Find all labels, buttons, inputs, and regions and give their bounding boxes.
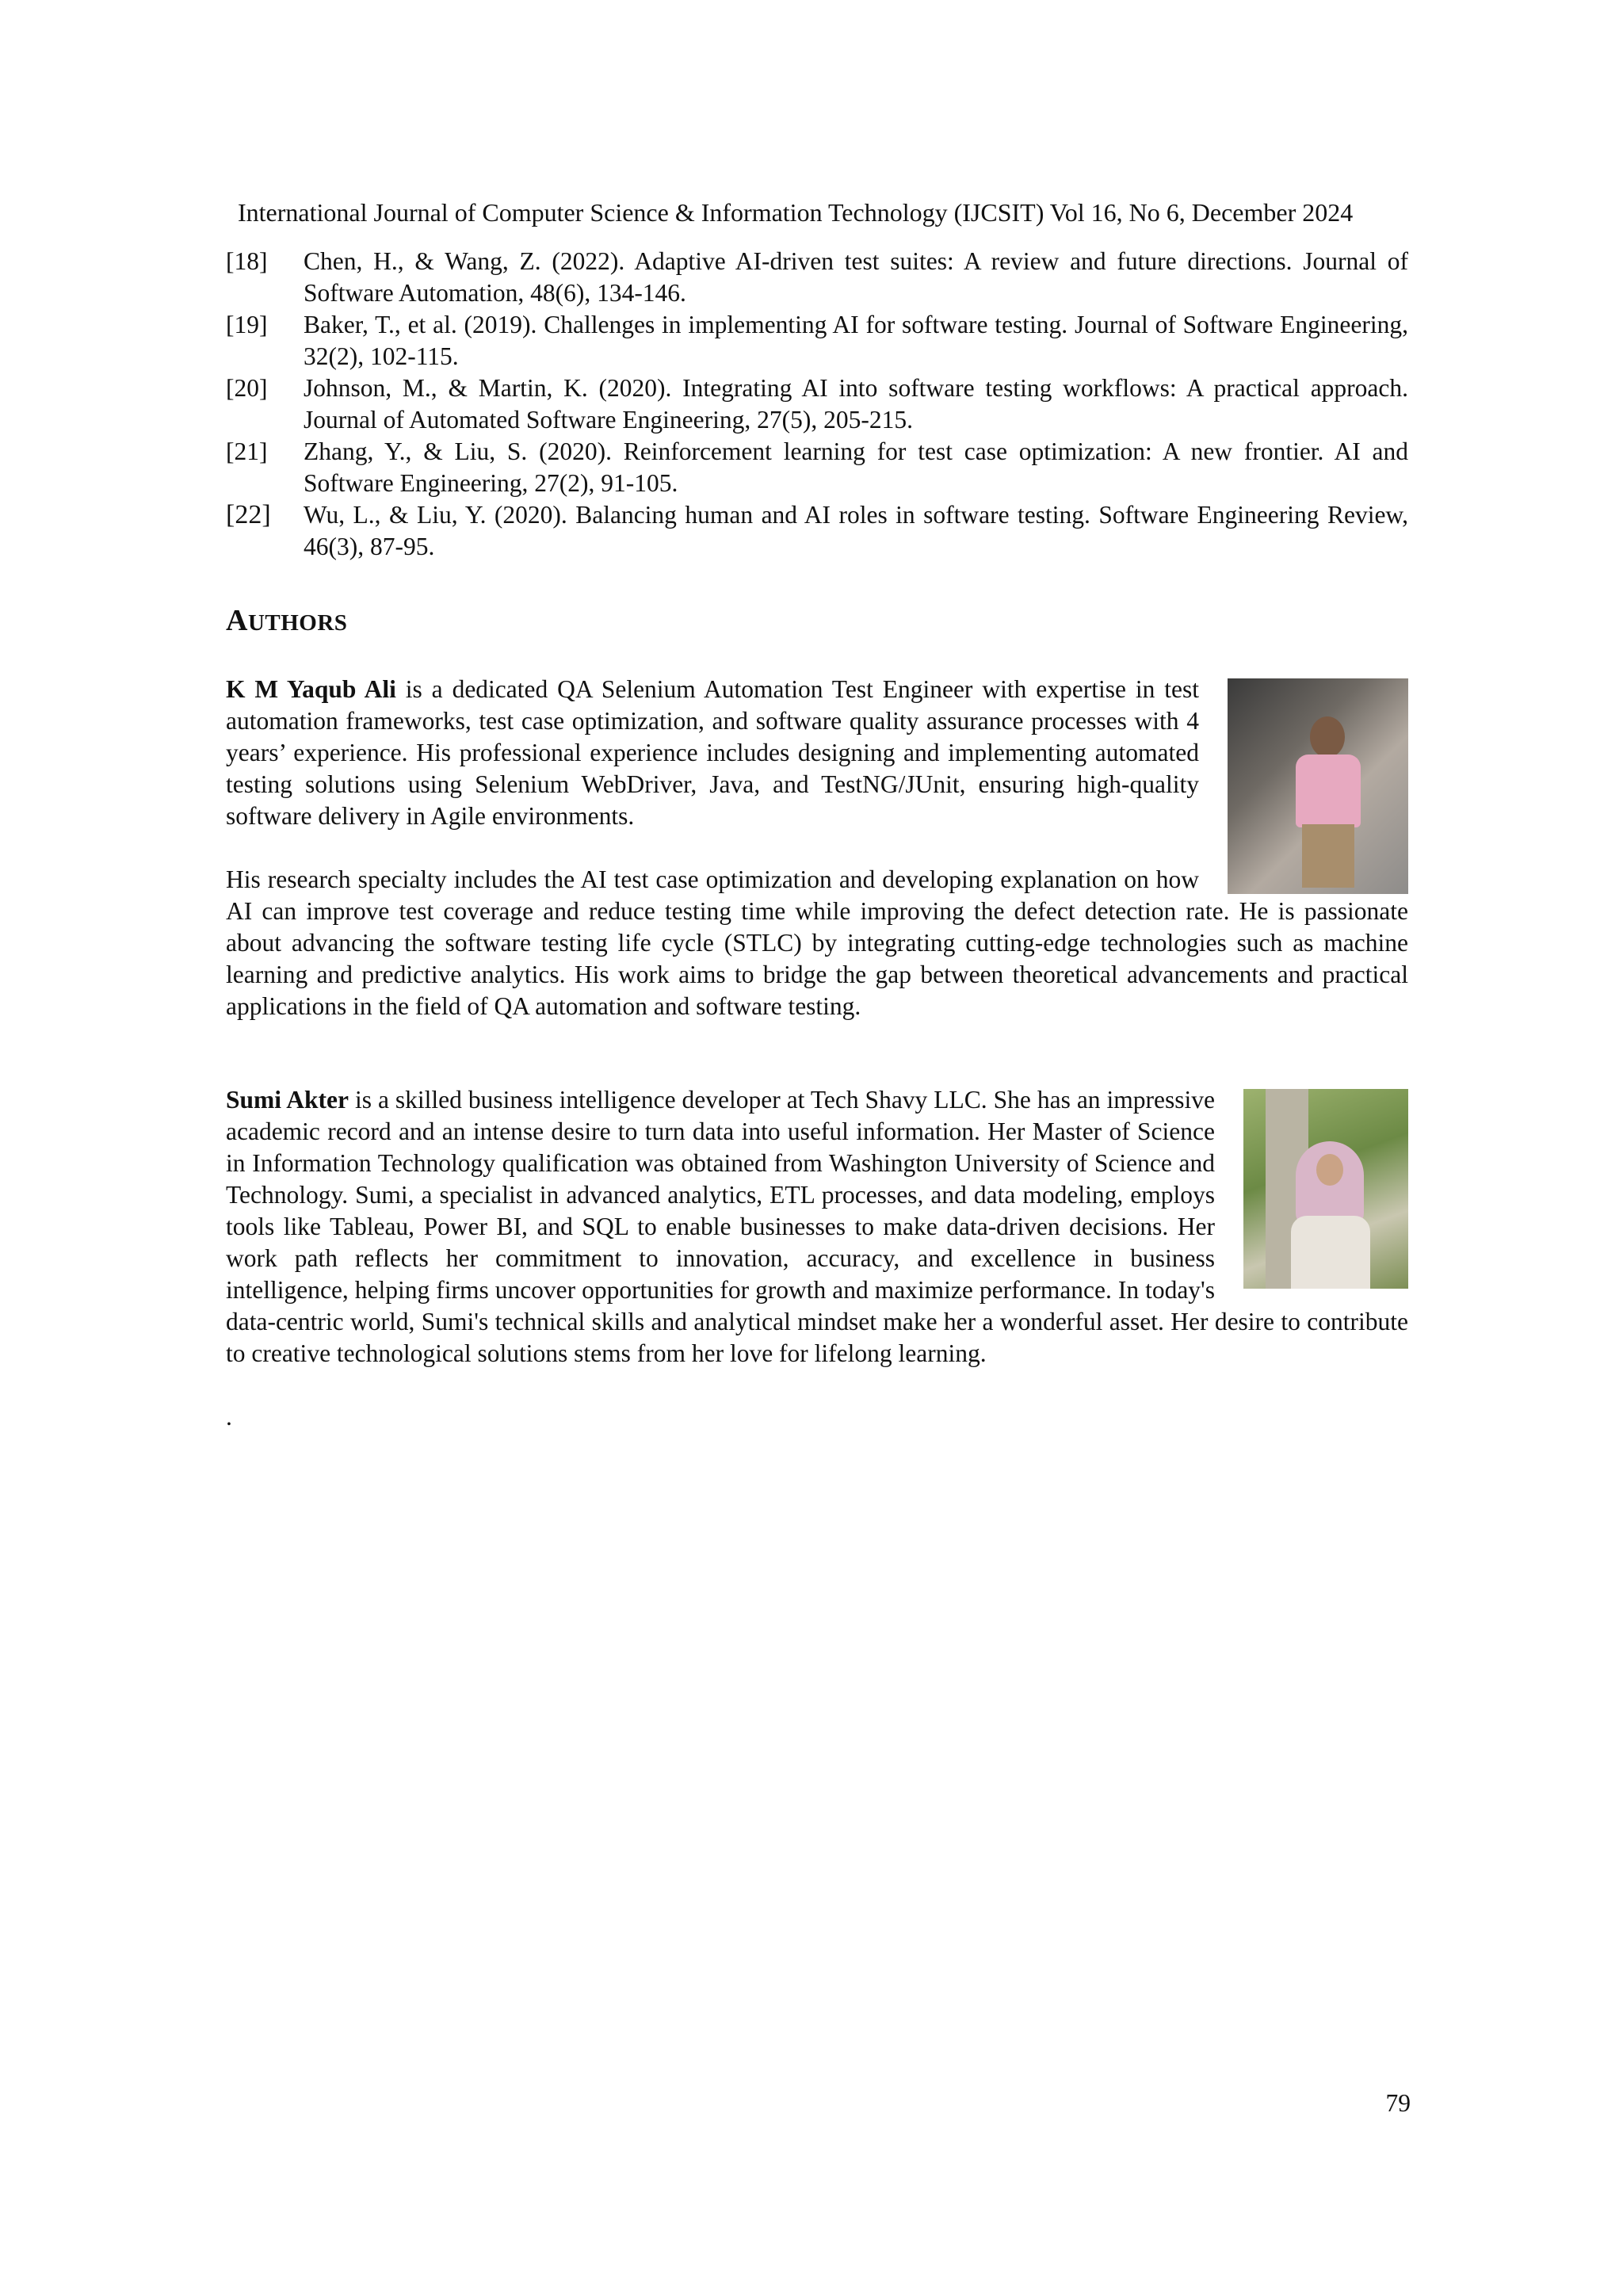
author-photo-sumi-akter [1243, 1089, 1408, 1289]
reference-item [226, 372, 1408, 436]
photo-body-shape [1291, 1216, 1370, 1289]
trailing-mark: . [226, 1403, 232, 1431]
reference-number: [18] [226, 247, 268, 275]
author-bio-paragraph [226, 1084, 1408, 1370]
reference-list [226, 246, 1408, 563]
authors-heading [226, 605, 347, 639]
author-bio-sumi-akter [226, 1084, 1408, 1370]
reference-number: [21] [226, 437, 268, 465]
reference-text: Wu, L., & Liu, Y. (2020). Balancing human and AI roles in software testing. Software Engineering Review, 46(3), 87-95. [304, 501, 1408, 560]
page-number: 79 [1385, 2089, 1411, 2117]
reference-text: Chen, H., & Wang, Z. (2022). Adaptive AI-driven test suites: A review and future directions. Journal of Software Automation, 48(6), 134-146. [304, 247, 1408, 307]
reference-item [226, 309, 1408, 372]
reference-text: Zhang, Y., & Liu, S. (2020). Reinforcement learning for test case optimization: A new frontier. AI and Software Engineering, 27(2), 91-105. [304, 437, 1408, 497]
author-name: Sumi Akter [226, 1086, 349, 1114]
photo-trousers-shape [1302, 824, 1354, 888]
reference-number: [19] [226, 311, 268, 338]
photo-shirt-shape [1296, 755, 1361, 827]
reference-item [226, 499, 1408, 563]
authors-heading-rest: UTHORS [247, 610, 348, 636]
photo-face-shape [1316, 1154, 1343, 1186]
author-name: K M Yaqub Ali [226, 675, 396, 703]
author-photo-yaqub-ali [1228, 678, 1408, 894]
author-bio-paragraph: His research specialty includes the AI test case optimization and developing explanation on how AI can improve test coverage and reduce testing time while improving the defect detection rate. He is passionate about advancing the software testing life cycle (STLC) by integrating cutting-edge technologies such as machine learning and predictive analytics. His work aims to bridge the gap between theoretical advancements and practical applications in the field of QA automation and software testing. [226, 865, 1408, 1020]
running-header: International Journal of Computer Science & Information Technology (IJCSIT) Vol 16, No 6, December 2024 [238, 198, 1354, 227]
authors-heading-initial: A [226, 604, 248, 637]
author-bio-yaqub-ali [226, 674, 1408, 1022]
reference-number: [20] [226, 374, 268, 402]
photo-head-shape [1310, 716, 1345, 758]
author-bio-text: is a dedicated QA Selenium Automation Test Engineer with expertise in test automation frameworks, test case optimization, and software quality assurance processes with 4 years’ experience. His professional experience includes designing and implementing automated testing solutions using Selenium WebDriver, Java, and TestNG/JUnit, ensuring high-quality software delivery in Agile environments. [226, 675, 1199, 830]
reference-text: Johnson, M., & Martin, K. (2020). Integrating AI into software testing workflows: A practical approach. Journal of Automated Software Engineering, 27(5), 205-215. [304, 374, 1408, 434]
author-bio-text: is a skilled business intelligence developer at Tech Shavy LLC. She has an impressive academic record and an intense desire to turn data into useful information. Her Master of Science in Information Technology qualification was obtained from Washington University of Science and Technology. Sumi, a specialist in advanced analytics, ETL processes, and data modeling, employs tools like Tableau, Power BI, and SQL to enable businesses to make data-driven decisions. Her work path reflects her commitment to innovation, accuracy, and excellence in business intelligence, helping firms uncover opportunities for growth and maximize performance. In today's data-centric world, Sumi's technical skills and analytical mindset make her a wonderful asset. Her desire to contribute to creative technological solutions stems from her love for lifelong learning. [226, 1086, 1408, 1367]
reference-text: Baker, T., et al. (2019). Challenges in implementing AI for software testing. Journal of Software Engineering, 32(2), 102-115. [304, 311, 1408, 370]
reference-number: [22] [226, 500, 271, 529]
reference-item [226, 436, 1408, 499]
reference-item [226, 246, 1408, 309]
